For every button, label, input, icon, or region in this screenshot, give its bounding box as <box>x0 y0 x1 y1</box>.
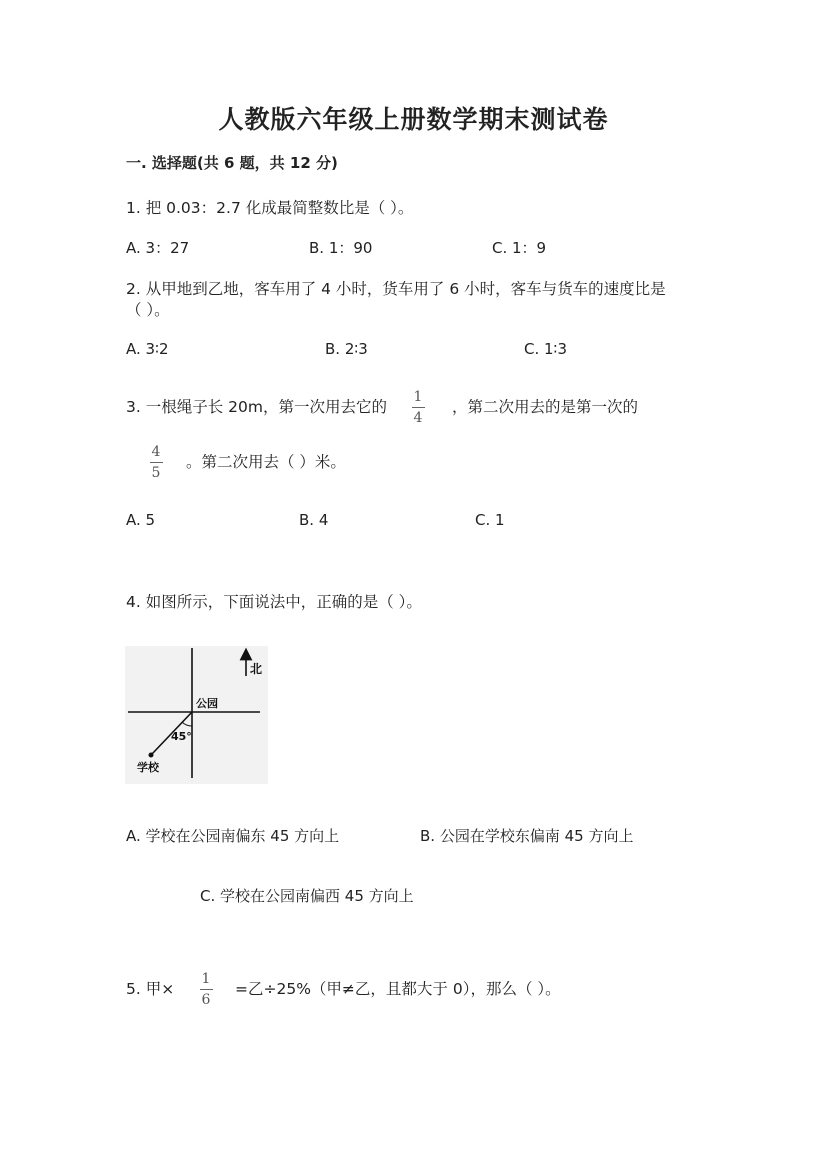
question-3-option-c[interactable]: C. 1 <box>475 511 505 529</box>
fraction-bar <box>412 407 425 408</box>
question-5-text-part2: =乙÷25%（甲≠乙，且都大于 0），那么（ ）。 <box>235 980 561 998</box>
page-title: 人教版六年级上册数学期末测试卷 <box>218 105 609 134</box>
question-1-option-c[interactable]: C. 1：9 <box>492 239 547 257</box>
section-heading: 一. 选择题(共 6 题，共 12 分) <box>126 154 338 172</box>
fraction-numerator: 1 <box>413 389 423 405</box>
question-5-text-part1: 5. 甲× <box>126 980 175 998</box>
question-3-text-part2: ，第二次用去的是第一次的 <box>452 398 639 416</box>
question-3-option-b[interactable]: B. 4 <box>299 511 329 529</box>
school-label: 学校 <box>137 761 159 774</box>
question-4-option-b[interactable]: B. 公园在学校东偏南 45 方向上 <box>420 827 634 845</box>
question-3-fraction-2 <box>148 444 164 481</box>
question-2-option-c[interactable]: C. 1∶3 <box>524 340 568 358</box>
question-3-option-a[interactable]: A. 5 <box>126 511 156 529</box>
question-2-option-a[interactable]: A. 3∶2 <box>126 340 169 358</box>
angle-arc <box>182 722 192 726</box>
park-label: 公园 <box>196 697 218 710</box>
question-1-option-a[interactable]: A. 3：27 <box>126 239 190 257</box>
north-label: 北 <box>250 662 263 676</box>
fraction-denominator: 6 <box>201 992 211 1008</box>
fraction-bar <box>150 462 163 463</box>
fraction-denominator: 4 <box>413 410 423 426</box>
school-point <box>149 753 154 758</box>
direction-figure <box>125 646 268 784</box>
angle-label: 45° <box>171 730 192 743</box>
question-2-text-line2: （ ）。 <box>126 301 170 319</box>
question-2-text-line1: 2. 从甲地到乙地，客车用了 4 小时，货车用了 6 小时，客车与货车的速度比是 <box>126 280 666 298</box>
direction-diagram <box>125 646 268 784</box>
question-3-text-part1: 3. 一根绳子长 20m，第一次用去它的 <box>126 398 387 416</box>
question-3-fraction-1 <box>410 389 426 426</box>
fraction-denominator: 5 <box>151 465 161 481</box>
question-2-option-b[interactable]: B. 2∶3 <box>325 340 368 358</box>
question-4-text: 4. 如图所示，下面说法中，正确的是（ ）。 <box>126 593 422 611</box>
fraction-bar <box>200 989 213 990</box>
fraction-numerator: 4 <box>151 444 161 460</box>
question-4-option-a[interactable]: A. 学校在公园南偏东 45 方向上 <box>126 827 340 845</box>
question-5-fraction <box>198 971 214 1008</box>
question-4-option-c[interactable]: C. 学校在公园南偏西 45 方向上 <box>200 887 414 905</box>
fraction-numerator: 1 <box>201 971 211 987</box>
question-1-text: 1. 把 0.03：2.7 化成最简整数比是（ ）。 <box>126 199 414 217</box>
question-1-option-b[interactable]: B. 1：90 <box>309 239 373 257</box>
question-3-text-part3: 。第二次用去（ ）米。 <box>186 453 346 471</box>
